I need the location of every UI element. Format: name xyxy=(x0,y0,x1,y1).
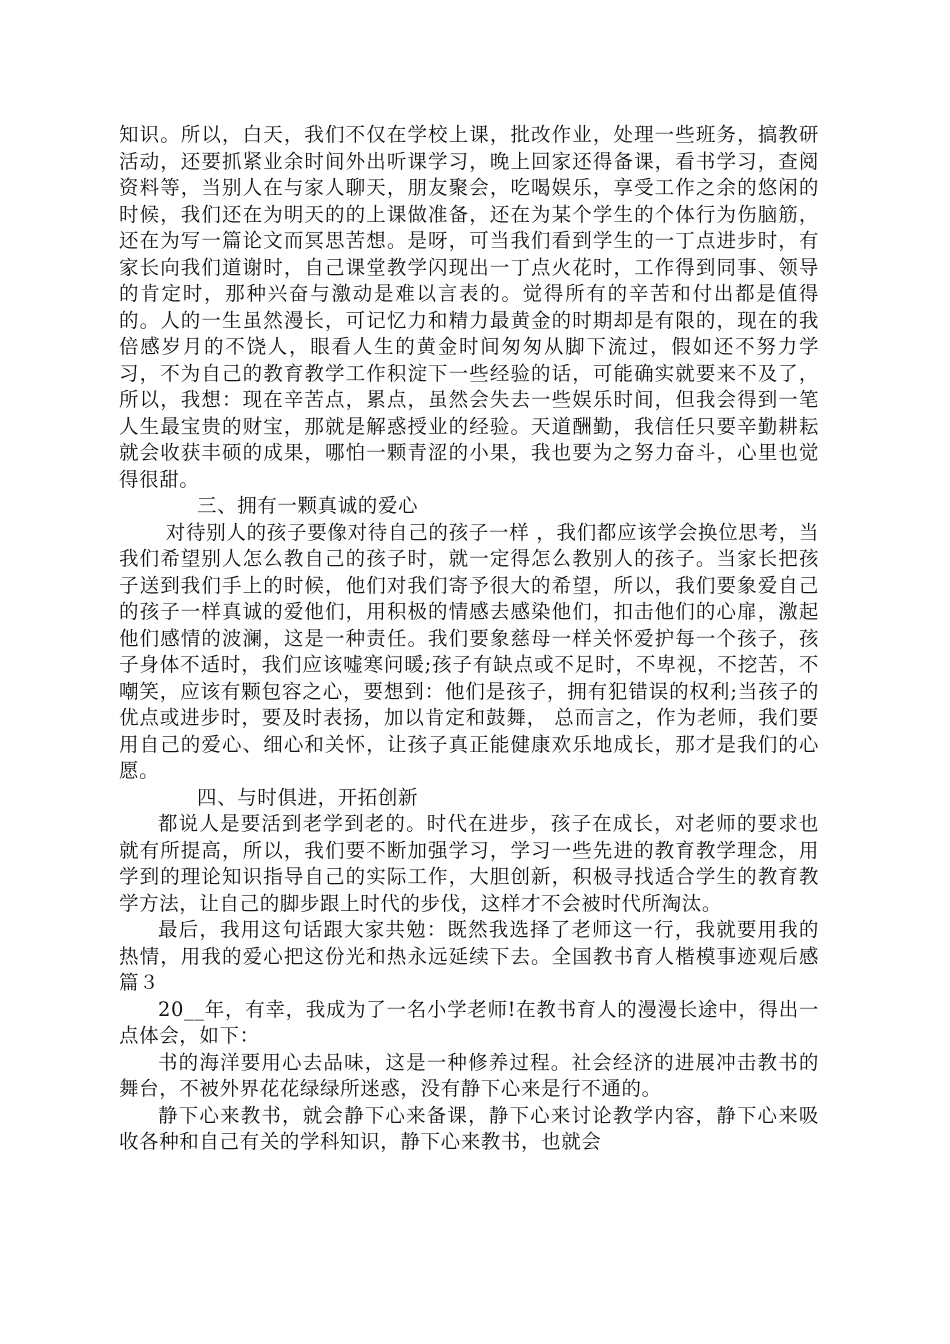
paragraph-7: 静下心来教书，就会静下心来备课，静下心来讨论教学内容，静下心来吸收各种和自己有关的学科知识，静下心来教书，也就会 xyxy=(119,1103,819,1153)
paragraph-2: 对待别人的孩子要像对待自己的孩子一样 ，我们都应该学会换位思考，当我们希望别人怎么教自己的孩子时，就一定得怎么教别人的孩子。当家长把孩子送到我们手上的时候，他们对我们寄予很大的希望，所以，我们要象爱自己的孩子一样真诚的爱他们，用积极的情感去感染他们，扣击他们的心扉，激起他们感情的波澜，这是一种责任。我们要象慈母一样关怀爱护每一个孩子，孩子身体不适时，我们应该嘘寒问暖;孩子有缺点或不足时，不卑视，不挖苦，不嘲笑，应该有颗包容之心，要想到：他们是孩子，拥有犯错误的权利;当孩子的优点或进步时，要及时表扬，加以肯定和鼓舞， 总而言之，作为老师，我们要用自己的爱心、细心和关怀，让孩子真正能健康欢乐地成长，那才是我们的心愿。 xyxy=(119,520,819,782)
paragraph-4: 最后，我用这句话跟大家共勉：既然我选择了老师这一行，我就要用我的热情，用我的爱心把这份光和热永远延续下去。全国教书育人楷模事迹观后感篇３ xyxy=(119,918,819,994)
paragraph-5: 20__年，有幸，我成为了一名小学老师!在教书育人的漫漫长途中，得出一点体会，如下： xyxy=(119,997,819,1047)
document-page xyxy=(119,122,819,1156)
paragraph-6: 书的海洋要用心去品味，这是一种修养过程。社会经济的进展冲击教书的舞台，不被外界花花绿绿所迷惑，没有静下心来是行不通的。 xyxy=(119,1050,819,1100)
section-heading-3: 三、拥有一颗真诚的爱心 xyxy=(197,494,419,517)
paragraph-3: 都说人是要活到老学到老的。时代在进步，孩子在成长，对老师的要求也就有所提高，所以，我们要不断加强学习，学习一些先进的教育教学理念，用学到的理论知识指导自己的实际工作，大胆创新，积极寻找适合学生的教育教学方法，让自己的脚步跟上时代的步伐，这样才不会被时代所淘汰。 xyxy=(119,812,819,915)
section-heading-4: 四、与时俱进，开拓创新 xyxy=(197,785,419,809)
paragraph-1: 知识。所以，白天，我们不仅在学校上课，批改作业，处理一些班务，搞教研活动，还要抓紧业余时间外出听课学习，晚上回家还得备课，看书学习，查阅资料等，当别人在与家人聊天，朋友聚会，吃喝娱乐，享受工作之余的悠闲的时候，我们还在为明天的的上课做准备，还在为某个学生的个体行为伤脑筋，还在为写一篇论文而冥思苦想。是呀，可当我们看到学生的一丁点进步时，有家长向我们道谢时，自己课堂教学闪现出一丁点火花时，工作得到同事、领导的肯定时，那种兴奋与激动是难以言表的。觉得所有的辛苦和付出都是值得的。人的一生虽然漫长，可记忆力和精力最黄金的时期却是有限的，现在的我倍感岁月的不饶人，眼看人生的黄金时间匆匆从脚下流过，假如还不努力学习，不为自己的教育教学工作积淀下一些经验的话，可能确实就要来不及了，所以，我想：现在辛苦点，累点，虽然会失去一些娱乐时间，但我会得到一笔人生最宝贵的财宝，那就是解惑授业的经验。天道酬勤，我信任只要辛勤耕耘就会收获丰硕的成果，哪怕一颗青涩的小果，我也要为之努力奋斗，心里也觉得很甜。 xyxy=(119,123,819,491)
